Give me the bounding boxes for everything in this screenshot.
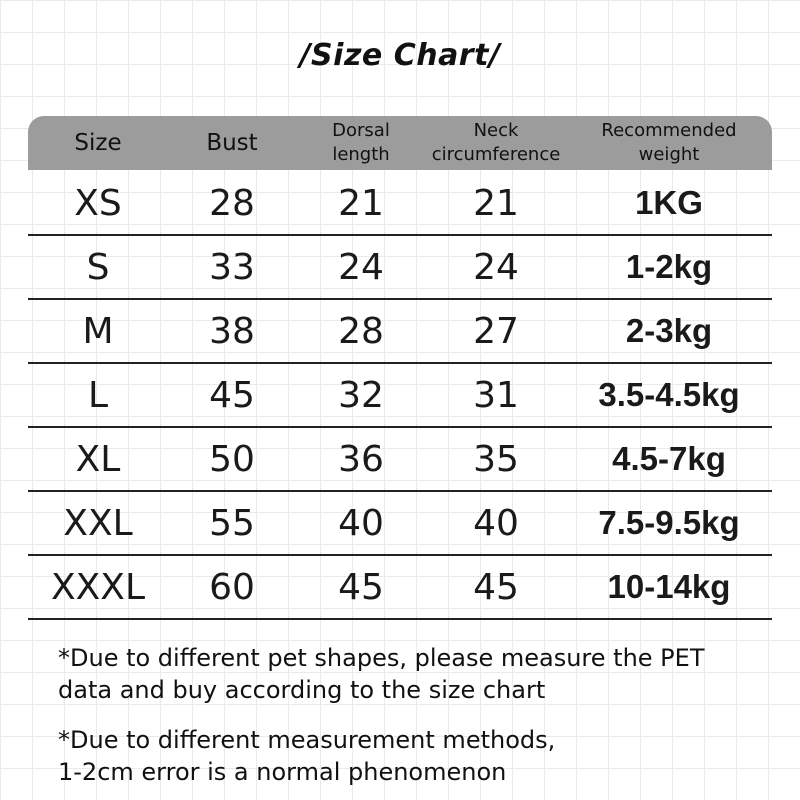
note-error-line-1: *Due to different measurement methods, (58, 726, 556, 754)
table-row (28, 428, 772, 492)
cell-neck: 31 (473, 374, 519, 416)
cell-size: M (82, 310, 114, 352)
header-recommended-weight (566, 116, 772, 170)
cell-weight: 3.5-4.5kg (598, 376, 740, 413)
cell-bust: 45 (209, 374, 255, 416)
cell-dorsal: 45 (338, 566, 384, 608)
cell-neck: 24 (473, 246, 519, 288)
header-weight-line-2: weight (638, 144, 700, 165)
cell-bust: 28 (209, 182, 255, 224)
cell-size: S (86, 246, 110, 288)
cell-bust: 60 (209, 566, 255, 608)
cell-bust: 33 (209, 246, 255, 288)
cell-dorsal: 21 (338, 182, 384, 224)
table-row (28, 364, 772, 428)
cell-weight: 7.5-9.5kg (598, 504, 740, 541)
table-row (28, 172, 772, 236)
cell-weight: 10-14kg (607, 568, 731, 605)
header-dorsal-line-1: Dorsal (332, 120, 390, 141)
cell-dorsal: 24 (338, 246, 384, 288)
cell-dorsal: 28 (338, 310, 384, 352)
cell-bust: 55 (209, 502, 255, 544)
table-row (28, 556, 772, 620)
cell-dorsal: 40 (338, 502, 384, 544)
header-neck-line-1: Neck (473, 120, 519, 141)
header-bust: Bust (206, 130, 258, 156)
header-neck-circumference (426, 116, 566, 170)
cell-bust: 38 (209, 310, 255, 352)
cell-size: XL (75, 438, 121, 480)
cell-bust: 50 (209, 438, 255, 480)
cell-size: XXXL (50, 566, 146, 608)
cell-neck: 45 (473, 566, 519, 608)
cell-dorsal: 32 (338, 374, 384, 416)
note-error (58, 724, 778, 788)
note-measure (58, 642, 778, 706)
cell-weight: 4.5-7kg (612, 440, 726, 477)
cell-neck: 27 (473, 310, 519, 352)
table-row (28, 236, 772, 300)
cell-neck: 21 (473, 182, 519, 224)
table-row (28, 492, 772, 556)
cell-weight: 1KG (635, 184, 703, 221)
table-header (28, 116, 772, 170)
cell-dorsal: 36 (338, 438, 384, 480)
cell-size: L (87, 374, 109, 416)
note-measure-line-2: data and buy according to the size chart (58, 676, 546, 704)
note-error-line-2: 1-2cm error is a normal phenomenon (58, 758, 507, 786)
cell-weight: 1-2kg (625, 248, 713, 285)
table-row (28, 300, 772, 364)
header-dorsal-length (296, 116, 426, 170)
header-dorsal-line-2: length (332, 144, 390, 165)
cell-neck: 35 (473, 438, 519, 480)
header-weight-line-1: Recommended (601, 120, 737, 141)
note-measure-line-1: *Due to different pet shapes, please measure the PET (58, 644, 705, 672)
cell-neck: 40 (473, 502, 519, 544)
cell-size: XS (74, 182, 122, 224)
cell-size: XXL (63, 502, 133, 544)
chart-title: /Size Chart/ (299, 38, 501, 73)
header-size: Size (74, 130, 122, 156)
header-neck-line-2: circumference (431, 144, 561, 165)
cell-weight: 2-3kg (625, 312, 713, 349)
